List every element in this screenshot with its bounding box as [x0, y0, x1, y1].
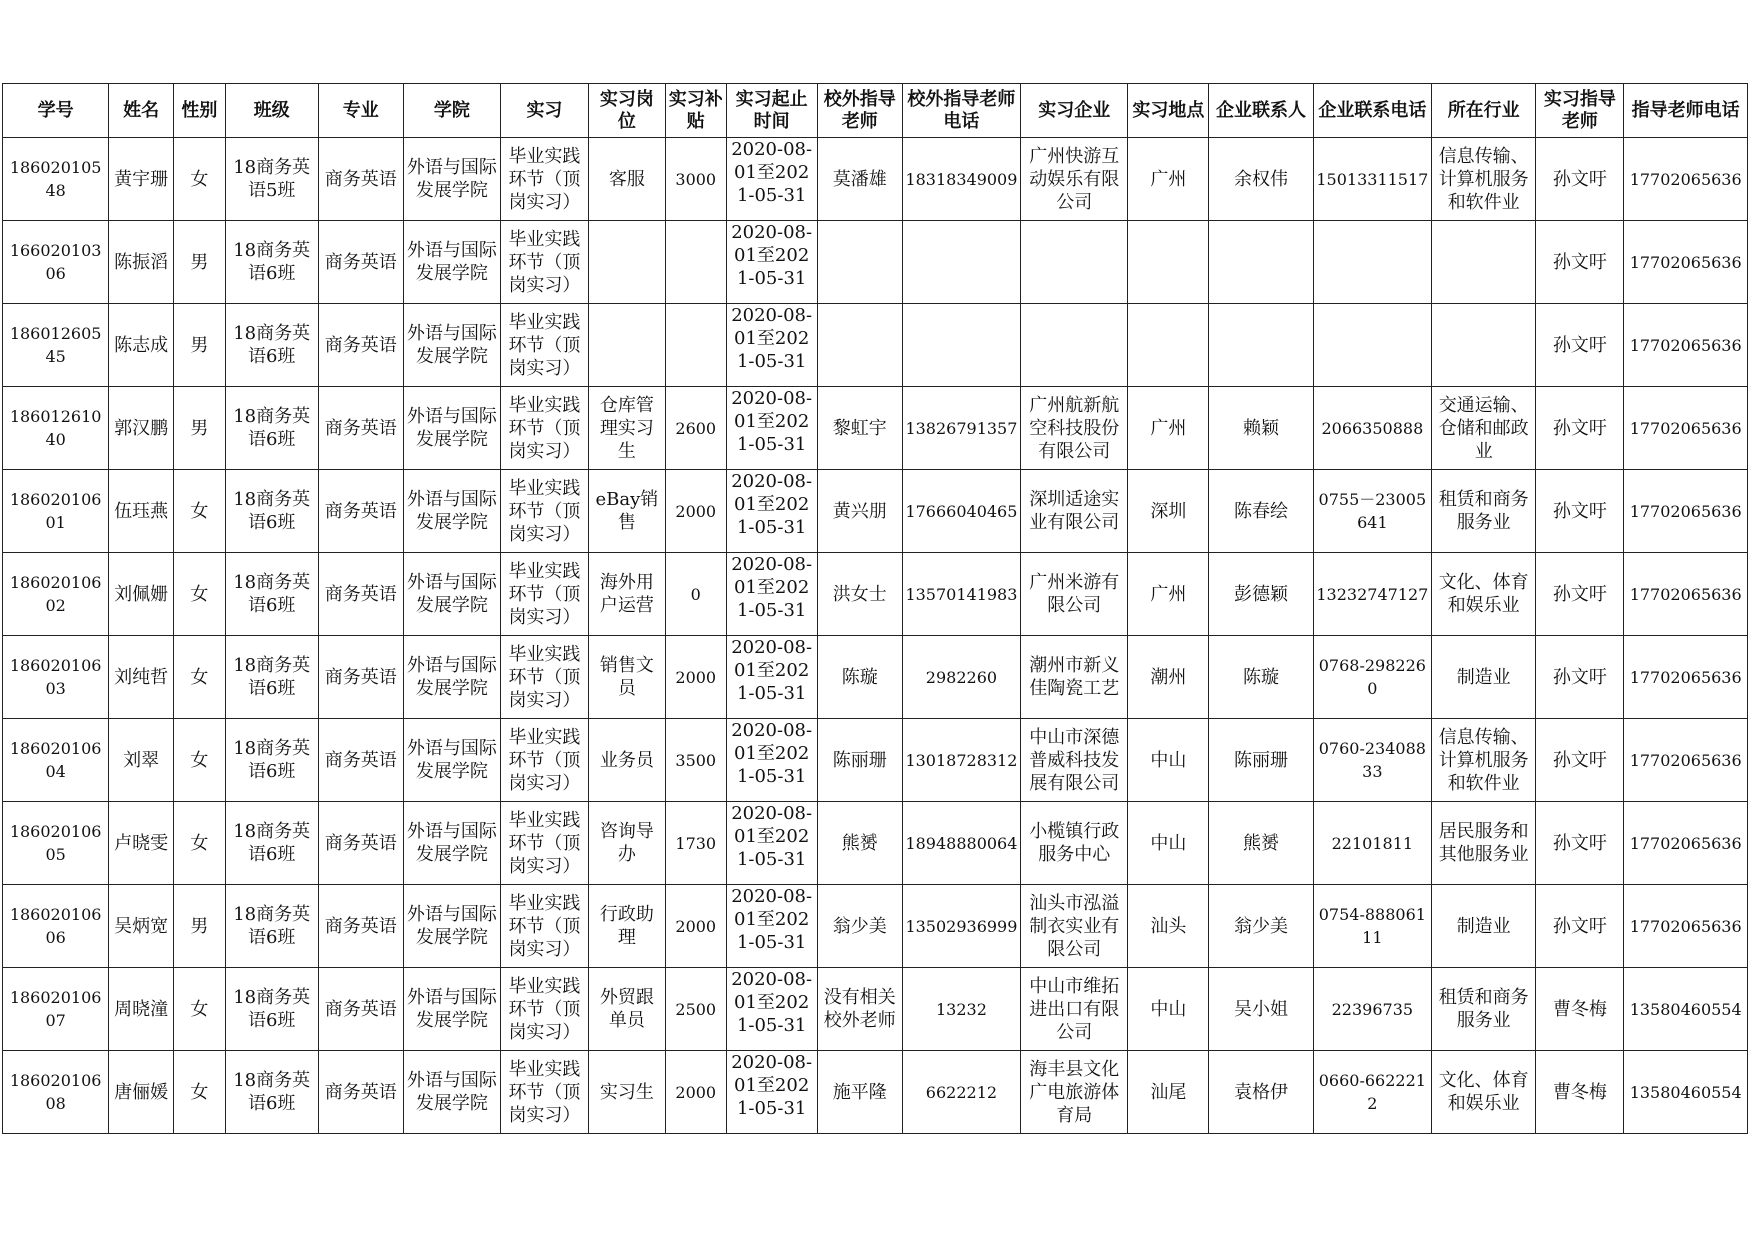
industry-cell: 文化、体育和娱乐业 [1432, 1051, 1536, 1134]
name-cell: 周晓潼 [109, 968, 174, 1051]
company-contact-cell [1209, 304, 1313, 387]
position-cell: 业务员 [588, 719, 665, 802]
external-advisor-cell: 陈璇 [817, 636, 902, 719]
table-row [3, 968, 1748, 1051]
location-cell: 广州 [1128, 553, 1209, 636]
period-text: 2020-08-01至2021-05-31 [731, 471, 813, 538]
company-phone-cell: 0660-6622212 [1313, 1051, 1431, 1134]
company-phone-cell [1313, 304, 1431, 387]
major-cell: 商务英语 [318, 1051, 403, 1134]
student-id-cell: 18602010607 [3, 968, 109, 1051]
external-advisor-phone-cell: 2982260 [902, 636, 1020, 719]
college-cell: 外语与国际发展学院 [403, 968, 500, 1051]
period-text: 2020-08-01至2021-05-31 [731, 305, 813, 372]
company-contact-cell: 彭德颖 [1209, 553, 1313, 636]
internship-cell: 毕业实践环节（顶岗实习） [500, 553, 588, 636]
student-id-cell: 18601260545 [3, 304, 109, 387]
college-cell: 外语与国际发展学院 [403, 387, 500, 470]
college-cell: 外语与国际发展学院 [403, 802, 500, 885]
external-advisor-phone-cell: 17666040465 [902, 470, 1020, 553]
advisor-phone-cell: 17702065636 [1624, 221, 1748, 304]
external-advisor-phone-cell: 13232 [902, 968, 1020, 1051]
advisor-cell: 孙文吁 [1536, 719, 1624, 802]
industry-cell: 制造业 [1432, 885, 1536, 968]
industry-cell: 居民服务和其他服务业 [1432, 802, 1536, 885]
position-cell: 外贸跟单员 [588, 968, 665, 1051]
subsidy-cell [665, 221, 726, 304]
college-cell: 外语与国际发展学院 [403, 1051, 500, 1134]
period-cell [726, 802, 817, 885]
external-advisor-phone-cell: 13502936999 [902, 885, 1020, 968]
header-row [3, 84, 1748, 138]
company-cell: 潮州市新义佳陶瓷工艺 [1021, 636, 1128, 719]
industry-cell: 信息传输、计算机服务和软件业 [1432, 138, 1536, 221]
class-cell: 18商务英语6班 [225, 470, 318, 553]
student-id-cell: 18602010605 [3, 802, 109, 885]
student-id-cell: 18602010608 [3, 1051, 109, 1134]
period-cell [726, 968, 817, 1051]
class-cell: 18商务英语6班 [225, 968, 318, 1051]
advisor-phone-cell: 17702065636 [1624, 387, 1748, 470]
period-cell [726, 387, 817, 470]
table-row [3, 387, 1748, 470]
external-advisor-phone-cell: 18318349009 [902, 138, 1020, 221]
advisor-phone-cell: 17702065636 [1624, 470, 1748, 553]
company-cell: 小榄镇行政服务中心 [1021, 802, 1128, 885]
period-text: 2020-08-01至2021-05-31 [731, 139, 813, 206]
position-cell [588, 221, 665, 304]
external-advisor-phone-cell: 13018728312 [902, 719, 1020, 802]
location-cell: 广州 [1128, 387, 1209, 470]
advisor-phone-cell: 17702065636 [1624, 636, 1748, 719]
college-cell: 外语与国际发展学院 [403, 304, 500, 387]
gender-cell: 女 [174, 138, 226, 221]
student-id-cell: 16602010306 [3, 221, 109, 304]
industry-cell: 租赁和商务服务业 [1432, 968, 1536, 1051]
table-row [3, 1051, 1748, 1134]
advisor-cell: 孙文吁 [1536, 470, 1624, 553]
position-cell: 实习生 [588, 1051, 665, 1134]
col-major-header: 专业 [318, 84, 403, 138]
major-cell: 商务英语 [318, 968, 403, 1051]
advisor-phone-cell: 17702065636 [1624, 304, 1748, 387]
company-cell: 中山市深德普威科技发展有限公司 [1021, 719, 1128, 802]
company-phone-cell: 0760-23408833 [1313, 719, 1431, 802]
major-cell: 商务英语 [318, 885, 403, 968]
company-phone-cell: 0768-2982260 [1313, 636, 1431, 719]
company-contact-cell: 陈春绘 [1209, 470, 1313, 553]
internship-cell: 毕业实践环节（顶岗实习） [500, 221, 588, 304]
student-id-cell: 18601261040 [3, 387, 109, 470]
external-advisor-cell: 陈丽珊 [817, 719, 902, 802]
gender-cell: 女 [174, 802, 226, 885]
name-cell: 刘佩姗 [109, 553, 174, 636]
location-cell: 广州 [1128, 138, 1209, 221]
major-cell: 商务英语 [318, 470, 403, 553]
major-cell: 商务英语 [318, 138, 403, 221]
company-contact-cell: 袁格伊 [1209, 1051, 1313, 1134]
college-cell: 外语与国际发展学院 [403, 636, 500, 719]
gender-cell: 女 [174, 470, 226, 553]
advisor-cell: 孙文吁 [1536, 636, 1624, 719]
company-phone-cell: 22396735 [1313, 968, 1431, 1051]
name-cell: 卢晓雯 [109, 802, 174, 885]
company-cell: 中山市维拓进出口有限公司 [1021, 968, 1128, 1051]
gender-cell: 男 [174, 304, 226, 387]
col-company-header: 实习企业 [1021, 84, 1128, 138]
college-cell: 外语与国际发展学院 [403, 885, 500, 968]
student-id-cell: 18602010604 [3, 719, 109, 802]
external-advisor-phone-cell: 18948880064 [902, 802, 1020, 885]
company-phone-cell: 15013311517 [1313, 138, 1431, 221]
class-cell: 18商务英语6班 [225, 885, 318, 968]
col-internship-header: 实习 [500, 84, 588, 138]
table-row [3, 470, 1748, 553]
period-text: 2020-08-01至2021-05-31 [731, 222, 813, 289]
industry-cell: 交通运输、仓储和邮政业 [1432, 387, 1536, 470]
advisor-cell: 孙文吁 [1536, 553, 1624, 636]
internship-table-sheet [2, 83, 1748, 1134]
period-text: 2020-08-01至2021-05-31 [731, 388, 813, 455]
class-cell: 18商务英语6班 [225, 387, 318, 470]
table-row [3, 802, 1748, 885]
advisor-cell: 曹冬梅 [1536, 1051, 1624, 1134]
table-row [3, 221, 1748, 304]
advisor-phone-cell: 17702065636 [1624, 138, 1748, 221]
subsidy-cell: 2500 [665, 968, 726, 1051]
advisor-phone-cell: 17702065636 [1624, 719, 1748, 802]
period-text: 2020-08-01至2021-05-31 [731, 554, 813, 621]
class-cell: 18商务英语6班 [225, 221, 318, 304]
class-cell: 18商务英语6班 [225, 553, 318, 636]
advisor-cell: 孙文吁 [1536, 221, 1624, 304]
subsidy-cell: 0 [665, 553, 726, 636]
student-id-cell: 18602010601 [3, 470, 109, 553]
col-college-header: 学院 [403, 84, 500, 138]
external-advisor-cell: 施平隆 [817, 1051, 902, 1134]
gender-cell: 女 [174, 1051, 226, 1134]
advisor-cell: 孙文吁 [1536, 387, 1624, 470]
position-cell: 销售文员 [588, 636, 665, 719]
internship-cell: 毕业实践环节（顶岗实习） [500, 470, 588, 553]
gender-cell: 女 [174, 553, 226, 636]
location-cell: 汕尾 [1128, 1051, 1209, 1134]
external-advisor-cell [817, 221, 902, 304]
college-cell: 外语与国际发展学院 [403, 719, 500, 802]
student-id-cell: 18602010606 [3, 885, 109, 968]
company-contact-cell: 翁少美 [1209, 885, 1313, 968]
subsidy-cell: 2000 [665, 470, 726, 553]
subsidy-cell: 2000 [665, 1051, 726, 1134]
col-company-contact-header: 企业联系人 [1209, 84, 1313, 138]
external-advisor-cell: 黄兴朋 [817, 470, 902, 553]
company-cell [1021, 304, 1128, 387]
name-cell: 黄宇珊 [109, 138, 174, 221]
industry-cell: 租赁和商务服务业 [1432, 470, 1536, 553]
gender-cell: 男 [174, 387, 226, 470]
internship-cell: 毕业实践环节（顶岗实习） [500, 636, 588, 719]
company-cell: 广州米游有限公司 [1021, 553, 1128, 636]
external-advisor-cell: 黎虹宇 [817, 387, 902, 470]
external-advisor-phone-cell [902, 304, 1020, 387]
external-advisor-phone-cell: 13826791357 [902, 387, 1020, 470]
college-cell: 外语与国际发展学院 [403, 470, 500, 553]
external-advisor-phone-cell [902, 221, 1020, 304]
period-text: 2020-08-01至2021-05-31 [731, 720, 813, 787]
external-advisor-cell: 莫潘雄 [817, 138, 902, 221]
gender-cell: 女 [174, 719, 226, 802]
advisor-cell: 孙文吁 [1536, 138, 1624, 221]
period-text: 2020-08-01至2021-05-31 [731, 803, 813, 870]
col-company-phone-header: 企业联系电话 [1313, 84, 1431, 138]
name-cell: 唐俪媛 [109, 1051, 174, 1134]
internship-cell: 毕业实践环节（顶岗实习） [500, 968, 588, 1051]
college-cell: 外语与国际发展学院 [403, 221, 500, 304]
company-contact-cell: 熊赟 [1209, 802, 1313, 885]
name-cell: 郭汉鹏 [109, 387, 174, 470]
position-cell [588, 304, 665, 387]
subsidy-cell: 2000 [665, 636, 726, 719]
position-cell: 客服 [588, 138, 665, 221]
subsidy-cell: 3000 [665, 138, 726, 221]
company-phone-cell: 0754-88806111 [1313, 885, 1431, 968]
location-cell: 深圳 [1128, 470, 1209, 553]
company-cell: 海丰县文化广电旅游体育局 [1021, 1051, 1128, 1134]
period-text: 2020-08-01至2021-05-31 [731, 637, 813, 704]
advisor-cell: 孙文吁 [1536, 802, 1624, 885]
position-cell: 行政助理 [588, 885, 665, 968]
col-name-header: 姓名 [109, 84, 174, 138]
period-text: 2020-08-01至2021-05-31 [731, 1052, 813, 1119]
company-contact-cell: 吴小姐 [1209, 968, 1313, 1051]
col-advisor-header: 实习指导老师 [1536, 84, 1624, 138]
name-cell: 刘纯哲 [109, 636, 174, 719]
advisor-phone-cell: 17702065636 [1624, 885, 1748, 968]
table-body [3, 138, 1748, 1134]
col-advisor-phone-header: 指导老师电话 [1624, 84, 1748, 138]
gender-cell: 女 [174, 968, 226, 1051]
location-cell: 中山 [1128, 968, 1209, 1051]
col-external-advisor-header: 校外指导老师 [817, 84, 902, 138]
subsidy-cell: 3500 [665, 719, 726, 802]
col-external-advisor-phone-header: 校外指导老师电话 [902, 84, 1020, 138]
advisor-cell: 孙文吁 [1536, 304, 1624, 387]
advisor-phone-cell: 17702065636 [1624, 802, 1748, 885]
name-cell: 刘翠 [109, 719, 174, 802]
internship-cell: 毕业实践环节（顶岗实习） [500, 1051, 588, 1134]
company-cell [1021, 221, 1128, 304]
external-advisor-phone-cell: 6622212 [902, 1051, 1020, 1134]
period-text: 2020-08-01至2021-05-31 [731, 969, 813, 1036]
internship-cell: 毕业实践环节（顶岗实习） [500, 387, 588, 470]
period-cell [726, 636, 817, 719]
external-advisor-cell: 翁少美 [817, 885, 902, 968]
col-student-id-header: 学号 [3, 84, 109, 138]
internship-cell: 毕业实践环节（顶岗实习） [500, 802, 588, 885]
gender-cell: 男 [174, 885, 226, 968]
advisor-cell: 曹冬梅 [1536, 968, 1624, 1051]
major-cell: 商务英语 [318, 553, 403, 636]
subsidy-cell: 2600 [665, 387, 726, 470]
class-cell: 18商务英语5班 [225, 138, 318, 221]
gender-cell: 女 [174, 636, 226, 719]
name-cell: 伍珏燕 [109, 470, 174, 553]
company-contact-cell [1209, 221, 1313, 304]
major-cell: 商务英语 [318, 387, 403, 470]
internship-cell: 毕业实践环节（顶岗实习） [500, 885, 588, 968]
col-gender-header: 性别 [174, 84, 226, 138]
period-cell [726, 304, 817, 387]
major-cell: 商务英语 [318, 802, 403, 885]
industry-cell: 信息传输、计算机服务和软件业 [1432, 719, 1536, 802]
major-cell: 商务英语 [318, 636, 403, 719]
col-location-header: 实习地点 [1128, 84, 1209, 138]
student-id-cell: 18602010603 [3, 636, 109, 719]
table-row [3, 138, 1748, 221]
location-cell: 潮州 [1128, 636, 1209, 719]
table-row [3, 304, 1748, 387]
company-cell: 深圳适途实业有限公司 [1021, 470, 1128, 553]
col-class-header: 班级 [225, 84, 318, 138]
subsidy-cell: 2000 [665, 885, 726, 968]
company-contact-cell: 陈丽珊 [1209, 719, 1313, 802]
subsidy-cell: 1730 [665, 802, 726, 885]
class-cell: 18商务英语6班 [225, 719, 318, 802]
location-cell [1128, 304, 1209, 387]
internship-cell: 毕业实践环节（顶岗实习） [500, 719, 588, 802]
period-cell [726, 885, 817, 968]
period-cell [726, 221, 817, 304]
position-cell: 海外用户运营 [588, 553, 665, 636]
period-cell [726, 138, 817, 221]
industry-cell [1432, 304, 1536, 387]
industry-cell: 制造业 [1432, 636, 1536, 719]
gender-cell: 男 [174, 221, 226, 304]
industry-cell: 文化、体育和娱乐业 [1432, 553, 1536, 636]
table-row [3, 885, 1748, 968]
external-advisor-cell: 洪女士 [817, 553, 902, 636]
major-cell: 商务英语 [318, 221, 403, 304]
position-cell: eBay销售 [588, 470, 665, 553]
internship-cell: 毕业实践环节（顶岗实习） [500, 304, 588, 387]
period-cell [726, 553, 817, 636]
period-text: 2020-08-01至2021-05-31 [731, 886, 813, 953]
company-cell: 广州航新航空科技股份有限公司 [1021, 387, 1128, 470]
name-cell: 陈志成 [109, 304, 174, 387]
company-cell: 汕头市泓溢制衣实业有限公司 [1021, 885, 1128, 968]
company-phone-cell: 0755－23005641 [1313, 470, 1431, 553]
name-cell: 吴炳宽 [109, 885, 174, 968]
period-cell [726, 719, 817, 802]
subsidy-cell [665, 304, 726, 387]
company-phone-cell [1313, 221, 1431, 304]
company-contact-cell: 赖颖 [1209, 387, 1313, 470]
company-cell: 广州快游互动娱乐有限公司 [1021, 138, 1128, 221]
advisor-phone-cell: 13580460554 [1624, 968, 1748, 1051]
class-cell: 18商务英语6班 [225, 1051, 318, 1134]
company-phone-cell: 22101811 [1313, 802, 1431, 885]
col-industry-header: 所在行业 [1432, 84, 1536, 138]
advisor-phone-cell: 13580460554 [1624, 1051, 1748, 1134]
location-cell: 中山 [1128, 719, 1209, 802]
table-row [3, 553, 1748, 636]
period-cell [726, 470, 817, 553]
college-cell: 外语与国际发展学院 [403, 138, 500, 221]
internship-table [2, 83, 1748, 1134]
external-advisor-phone-cell: 13570141983 [902, 553, 1020, 636]
class-cell: 18商务英语6班 [225, 304, 318, 387]
col-period-header: 实习起止时间 [726, 84, 817, 138]
col-position-header: 实习岗位 [588, 84, 665, 138]
external-advisor-cell [817, 304, 902, 387]
col-subsidy-header: 实习补贴 [665, 84, 726, 138]
company-phone-cell: 2066350888 [1313, 387, 1431, 470]
advisor-phone-cell: 17702065636 [1624, 553, 1748, 636]
location-cell: 中山 [1128, 802, 1209, 885]
location-cell: 汕头 [1128, 885, 1209, 968]
external-advisor-cell: 没有相关校外老师 [817, 968, 902, 1051]
company-phone-cell: 13232747127 [1313, 553, 1431, 636]
period-cell [726, 1051, 817, 1134]
class-cell: 18商务英语6班 [225, 802, 318, 885]
external-advisor-cell: 熊赟 [817, 802, 902, 885]
position-cell: 仓库管理实习生 [588, 387, 665, 470]
class-cell: 18商务英语6班 [225, 636, 318, 719]
student-id-cell: 18602010548 [3, 138, 109, 221]
position-cell: 咨询导办 [588, 802, 665, 885]
table-row [3, 719, 1748, 802]
industry-cell [1432, 221, 1536, 304]
company-contact-cell: 余权伟 [1209, 138, 1313, 221]
table-row [3, 636, 1748, 719]
internship-cell: 毕业实践环节（顶岗实习） [500, 138, 588, 221]
major-cell: 商务英语 [318, 719, 403, 802]
name-cell: 陈振滔 [109, 221, 174, 304]
advisor-cell: 孙文吁 [1536, 885, 1624, 968]
company-contact-cell: 陈璇 [1209, 636, 1313, 719]
student-id-cell: 18602010602 [3, 553, 109, 636]
location-cell [1128, 221, 1209, 304]
major-cell: 商务英语 [318, 304, 403, 387]
college-cell: 外语与国际发展学院 [403, 553, 500, 636]
